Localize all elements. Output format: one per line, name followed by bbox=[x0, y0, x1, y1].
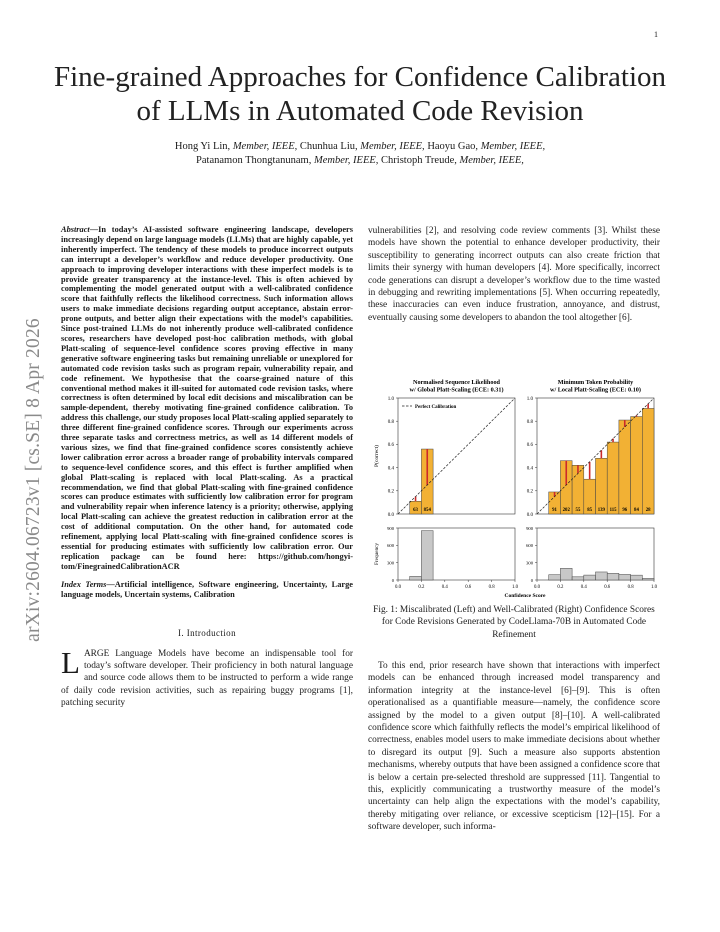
histogram-bar bbox=[607, 573, 619, 580]
y-tick-label: 0.2 bbox=[526, 489, 533, 495]
x-tick-label: 0.2 bbox=[418, 585, 425, 590]
bar-count-label: 854 bbox=[423, 508, 431, 513]
author-role: Member, IEEE, bbox=[459, 154, 524, 166]
y-tick-label: 1.0 bbox=[387, 396, 394, 402]
x-tick-label: 1.0 bbox=[512, 585, 518, 590]
histogram-bar bbox=[421, 531, 433, 580]
x-tick-label: 0.6 bbox=[604, 585, 611, 590]
right-column-bottom bbox=[368, 660, 660, 834]
abstract-text: —In today’s AI-assisted software engineering landscape, developers increasingly depend on large language models (LLMs) that are highly capable, yet inherently imperfect. The tendency of these models to produce incorrect outputs can interrupt a developer’s workflow and reduce developer productivity. One approach to improving developer interactions with these imperfect models is to provide greater transparency at the instance-level. This is often achieved by complementing the model generated output with a well-calibrated confidence score that faithfully reflects the likelihood correctness. Such information allows users to make immediate decisions regarding output acceptance, abstain error-prone outputs, and better align their expectations with the model’s capabilities. Since post-trained LLMs do not inherently produce well-calibrated confidence scores, researchers have developed post-hoc calibration methods, with global Platt-scaling of sequence-level confidence scores proving effective in many generative software engineering tasks but remaining unreliable or unexplored for automated code revision tasks such as program repair, vulnerability repair, and code refinement. We hypothesise that the coarse-grained nature of this conventional method makes it ill-suited for automated code revision tasks, where correctness is often determined by local edit decisions and miscalibration can be sample-dependent, thereby motivating fine-grained confidence calibration. To address this challenge, our study proposes local Platt-scaling applied separately to three different fine-grained confidence scores. Through our experiments across three separate tasks and correctness metrics, as well as 14 different models of various sizes, we find that fine-grained confidence scores consistently achieve lower calibration error across a broader range of probability intervals compared to sequence-level confidence scores, and this effect is further amplified when global Platt-scaling is replaced with local Platt-scaling. As a practical recommendation, we find that global Platt-scaling with fine-grained confidence scores can produce estimates with sufficiently low calibration error for program and vulnerability repair when inference latency is a priority; otherwise, applying local Platt-scaling can achieve the greatest reduction in calibration error at the cost of additional computation. On the other hand, for automated code refinement, applying local Platt-scaling with fine-grained confidence scores is essential for producing estimates with sufficiently low calibration error. Our replication package can be found here: https://github.com/hongyi-tom/FinegrainedCalibrationACR bbox=[61, 225, 353, 571]
histogram-y-tick-label: 900 bbox=[526, 525, 533, 531]
page-number: 1 bbox=[654, 30, 658, 39]
y-tick-label: 0.4 bbox=[526, 466, 533, 472]
calibration-chart bbox=[368, 378, 660, 600]
arxiv-stamp bbox=[14, 270, 54, 690]
bar-count-label: 84 bbox=[634, 508, 639, 513]
bar bbox=[631, 417, 643, 514]
author-role: Member, IEEE, bbox=[480, 141, 546, 152]
author-name: Chunhua Liu, bbox=[299, 141, 358, 152]
x-tick-label: 0.4 bbox=[441, 585, 448, 590]
bar-count-label: 55 bbox=[575, 508, 581, 513]
histogram-bar bbox=[572, 577, 584, 580]
y-tick-label: 0.0 bbox=[526, 512, 533, 518]
author-role: Member, IEEE, bbox=[360, 141, 425, 152]
paper-title: Fine-grained Approaches for Confidence Calibration of LLMs in Automated Code Revision bbox=[53, 61, 667, 127]
figure-1 bbox=[368, 378, 660, 600]
author-name: Christoph Treude, bbox=[381, 154, 457, 166]
abstract-label: Abstract bbox=[61, 225, 90, 234]
drop-cap: L bbox=[61, 644, 80, 680]
right-paragraph-1: vulnerabilities [2], and resolving code review comments [3]. Whilst these models have shown the potential to enhance developer productivity, their susceptibility to generating incorrect outputs can also create friction that limits their synergy with human developers [4]. More specifically, incorrect code generations can disrupt a developer’s workflow due to the time wasted in debugging and rewriting implementations [5]. When occurring repeatedly, these inaccuracies can even induce frustration, annoyance, and distrust, eventually causing some developers to abandon the tool altogether [6]. bbox=[368, 226, 660, 323]
y-tick-label: 0.0 bbox=[387, 512, 394, 518]
histogram-y-tick-label: 0 bbox=[530, 577, 533, 583]
x-tick-label: 0.2 bbox=[557, 585, 564, 590]
bar bbox=[607, 442, 619, 514]
bar-count-label: 28 bbox=[645, 508, 651, 513]
histogram-bar bbox=[642, 578, 654, 580]
figure-caption: Fig. 1: Miscalibrated (Left) and Well-Calibrated (Right) Confidence Scores for Code Revisions Generated by CodeLlama-70B in Automated Code Refinement bbox=[373, 605, 655, 640]
bar-count-label: 91 bbox=[552, 508, 557, 513]
author-list bbox=[70, 140, 650, 167]
histogram-y-tick-label: 600 bbox=[526, 543, 533, 549]
histogram-bar bbox=[549, 575, 561, 580]
bar-count-label: 96 bbox=[622, 508, 628, 513]
author-name: Hong Yi Lin, bbox=[174, 141, 231, 152]
author-role: Member, IEEE, bbox=[232, 141, 298, 152]
abstract bbox=[61, 225, 353, 572]
bar bbox=[596, 458, 608, 514]
bar bbox=[619, 420, 631, 514]
bar-count-label: 139 bbox=[597, 508, 605, 513]
left-column bbox=[61, 225, 353, 710]
y-tick-label: 0.2 bbox=[387, 489, 394, 495]
histogram-frame bbox=[398, 528, 515, 580]
y-tick-label: 0.8 bbox=[387, 420, 394, 425]
x-tick-label: 0.4 bbox=[580, 585, 587, 590]
y-axis-label: P(correct) bbox=[374, 445, 380, 467]
histogram-bar bbox=[560, 568, 572, 580]
index-terms bbox=[61, 580, 353, 600]
author-name: Patanamon Thongtanunam, bbox=[196, 154, 312, 166]
x-tick-label: 0.6 bbox=[465, 585, 472, 590]
histogram-y-tick-label: 300 bbox=[387, 560, 394, 566]
perfect-calibration-line bbox=[398, 398, 515, 514]
bar bbox=[642, 408, 654, 514]
intro-paragraph bbox=[61, 644, 353, 710]
bar-count-label: 85 bbox=[587, 508, 593, 513]
index-terms-label: Index Terms bbox=[61, 579, 107, 589]
histogram-bar bbox=[596, 572, 608, 580]
y-tick-label: 0.6 bbox=[387, 443, 394, 449]
x-tick-label: 1.0 bbox=[651, 585, 657, 590]
histogram-y-tick-label: 0 bbox=[391, 577, 394, 583]
histogram-y-tick-label: 900 bbox=[387, 525, 394, 531]
chart-title: w/ Local Platt-Scaling (ECE: 0.10) bbox=[550, 386, 641, 394]
y-tick-label: 0.4 bbox=[387, 466, 394, 472]
x-axis-label: Confidence Score bbox=[504, 593, 546, 599]
arxiv-stamp-text: arXiv:2604.06723v1 [cs.SE] 8 Apr 2026 bbox=[23, 318, 44, 642]
x-tick-label: 0.0 bbox=[395, 585, 401, 590]
y-tick-label: 0.6 bbox=[526, 443, 533, 449]
x-tick-label: 0.8 bbox=[488, 585, 495, 590]
right-column-top bbox=[368, 225, 660, 324]
section-heading: I. Introduction bbox=[178, 627, 236, 638]
index-terms-text: —Artificial intelligence, Software engineering, Uncertainty, Large language models, Uncertain systems, Calibration bbox=[61, 579, 354, 599]
intro-text: ARGE Language Models have become an indispensable tool for today’s software developer. Their proficiency in both natural language and source code allows them to be instructed to perform a wide range of daily code revision activities, such as repairing buggy programs [1], patching security bbox=[61, 648, 353, 709]
histogram-bar bbox=[619, 574, 631, 580]
author-name: Haoyu Gao, bbox=[427, 141, 479, 152]
histogram-bar bbox=[631, 575, 643, 580]
x-tick-label: 0.8 bbox=[627, 585, 634, 590]
bar-count-label: 115 bbox=[609, 508, 617, 513]
y-tick-label: 0.8 bbox=[526, 420, 533, 425]
histogram-bar bbox=[584, 575, 596, 580]
chart-title: w/ Global Platt-Scaling (ECE: 0.31) bbox=[409, 386, 504, 394]
chart-title: Normalised Sequence Likelihood bbox=[413, 379, 500, 386]
histogram-bar bbox=[410, 576, 422, 580]
y-tick-label: 1.0 bbox=[526, 396, 533, 402]
bar-count-label: 202 bbox=[562, 508, 570, 513]
bar-count-label: 63 bbox=[413, 508, 418, 513]
legend-label: Perfect Calibration bbox=[415, 404, 457, 410]
chart-title: Minimum Token Probability bbox=[557, 379, 634, 386]
author-role: Member, IEEE, bbox=[313, 154, 379, 166]
x-tick-label: 0.0 bbox=[534, 585, 540, 590]
histogram-y-tick-label: 600 bbox=[387, 543, 394, 549]
histogram-y-tick-label: 300 bbox=[526, 560, 533, 566]
histogram-y-axis-label: Frequency bbox=[374, 543, 380, 565]
right-paragraph-2: To this end, prior research have shown that interactions with imperfect models can be enhanced through increased model transparency and information integrity at the instance-level [6]–[9]. This is often operationalised as a quantifiable measure—namely, the confidence score assigned by the model to a given output [8]–[10]. A well-calibrated confidence score which faithfully reflects the model’s empirical likelihood of correctness, enables model users to make immediate decisions about whether to disregard its output [9]. Such a measure also supports abstention mechanisms, whereby outputs that have been assigned a confidence score that is below a certain pre-selected threshold are suppressed [11]. Tangential to this, explicitly communicating a trustworthy measure of the model’s uncertainty can help align the expectations with the model’s capability, thereby mitigating over reliance, or excessive scepticism [12]–[15]. For a software developer, such informa- bbox=[368, 661, 660, 833]
